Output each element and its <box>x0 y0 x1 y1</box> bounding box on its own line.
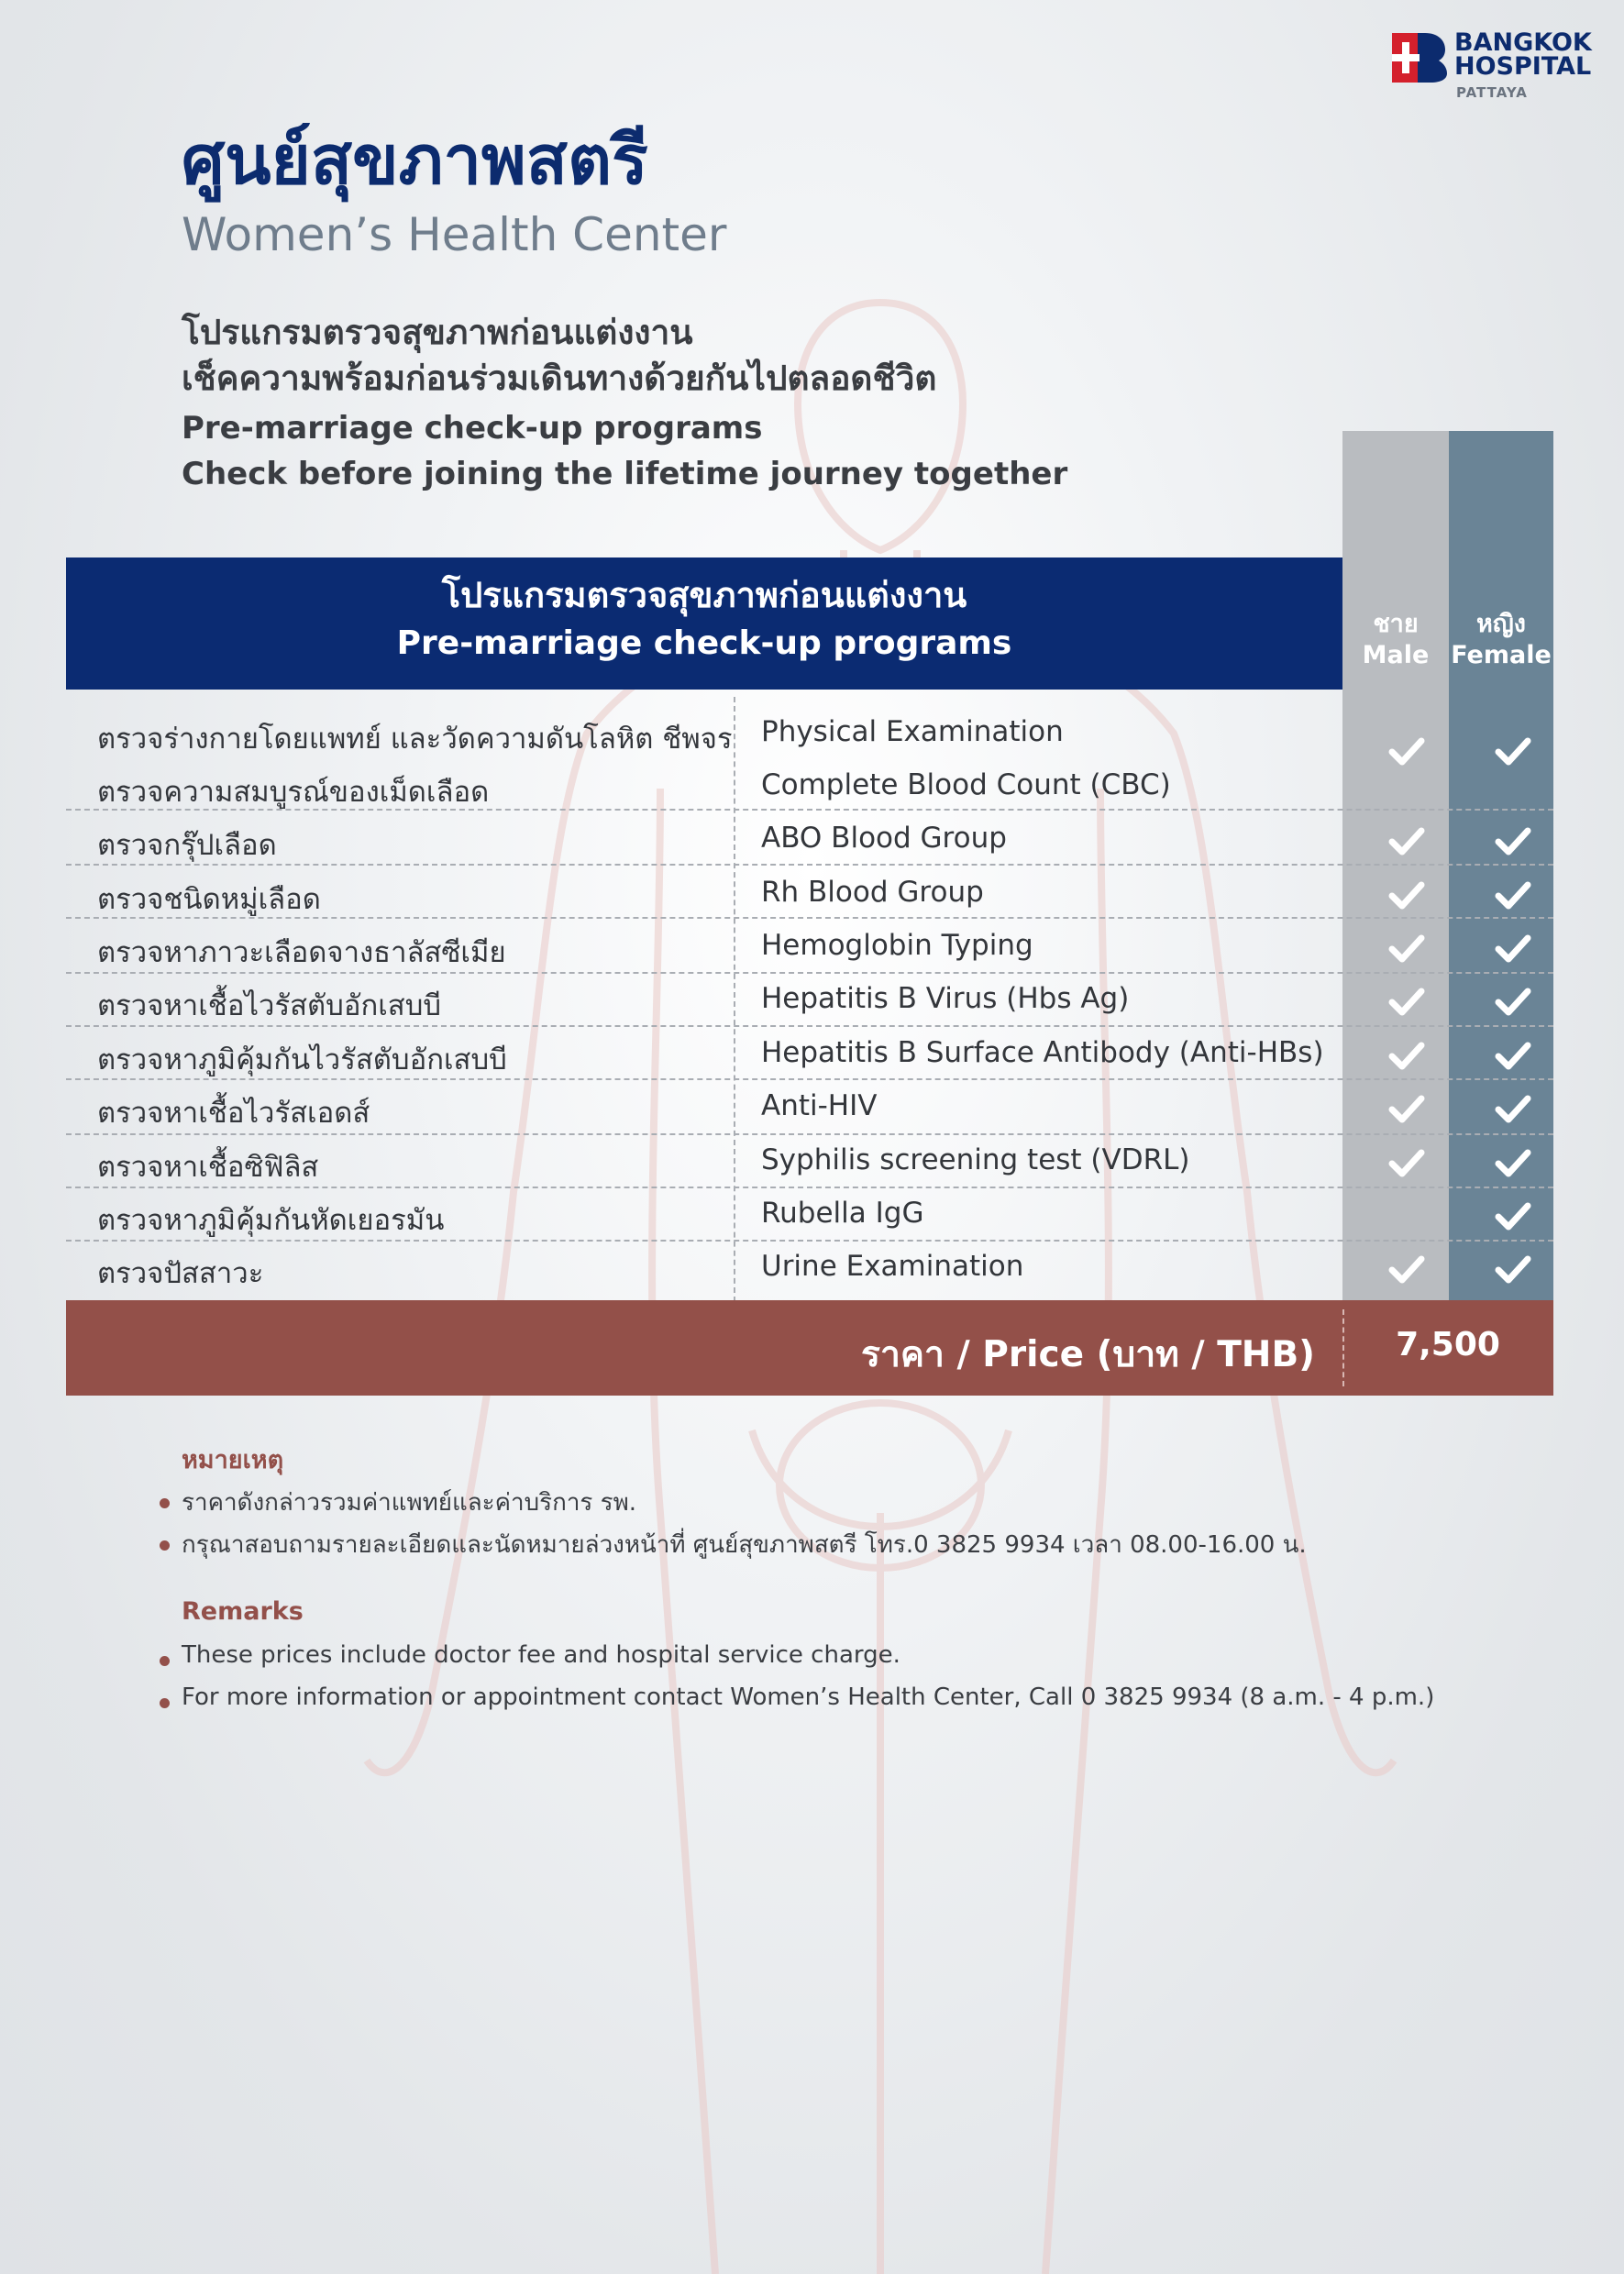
table-row <box>66 715 1553 757</box>
price-label: ราคา / Price (บาท / THB) <box>861 1334 1315 1375</box>
logo-subtitle: PATTAYA <box>1456 84 1528 101</box>
check-icon-male <box>1388 735 1425 770</box>
row-separator <box>66 1078 1553 1080</box>
check-icon-female <box>1495 1040 1531 1075</box>
check-icon-female <box>1495 1093 1531 1128</box>
check-icon-female <box>1495 825 1531 860</box>
check-icon-female <box>1495 1147 1531 1182</box>
row-separator <box>66 864 1553 866</box>
row-label-english: Urine Examination <box>761 1250 1024 1283</box>
row-label-english: Complete Blood Count (CBC) <box>761 768 1171 801</box>
bullet-icon <box>160 1656 170 1666</box>
logo-line-2: HOSPITAL <box>1454 52 1592 81</box>
subtitle-english-1: Pre-marriage check-up programs <box>182 410 763 447</box>
row-label-english: Hemoglobin Typing <box>761 929 1033 962</box>
row-label-english: Hepatitis B Virus (Hbs Ag) <box>761 982 1130 1015</box>
row-separator <box>66 1133 1553 1135</box>
check-icon-female <box>1495 735 1531 770</box>
check-icon-female <box>1495 879 1531 914</box>
table-row <box>66 822 1553 864</box>
check-icon-male <box>1388 825 1425 860</box>
price-value: 7,500 <box>1396 1326 1500 1363</box>
row-separator <box>66 1187 1553 1188</box>
row-separator <box>66 809 1553 811</box>
bullet-icon <box>160 1498 170 1508</box>
note-thai-1: ราคาดังกล่าวรวมค่าแพทย์และค่าบริการ รพ. <box>182 1489 637 1517</box>
check-icon-male <box>1388 1253 1425 1288</box>
check-icon-male <box>1388 879 1425 914</box>
female-column-header <box>1449 609 1553 671</box>
table-header-thai: โปรแกรมตรวจสุขภาพก่อนแต่งงาน <box>441 575 967 615</box>
row-separator <box>66 1240 1553 1242</box>
table-row <box>66 1036 1553 1078</box>
check-icon-male <box>1388 986 1425 1021</box>
check-icon-male <box>1388 933 1425 967</box>
row-label-english: Rubella IgG <box>761 1197 924 1230</box>
row-label-english: Physical Examination <box>761 715 1064 748</box>
row-label-english: Anti-HIV <box>761 1089 878 1122</box>
female-label-thai: หญิง <box>1476 610 1526 638</box>
note-thai-2: กรุณาสอบถามรายละเอียดและนัดหมายล่วงหน้าที่ ศูนย์สุขภาพสตรี โทร.0 3825 9934 เวลา 08.00-16.00 น. <box>182 1531 1307 1559</box>
subtitle-english-2: Check before joining the lifetime journey together <box>182 456 1068 492</box>
row-separator <box>66 1025 1553 1027</box>
male-label-english: Male <box>1362 641 1430 669</box>
bullet-icon <box>160 1698 170 1708</box>
row-separator <box>66 972 1553 974</box>
row-label-thai: ตรวจหาเชื้อซิฟิลิส <box>97 1151 319 1184</box>
row-label-thai: ตรวจปัสสาวะ <box>97 1257 264 1290</box>
table-row <box>66 982 1553 1024</box>
row-label-thai: ตรวจหาภาวะเลือดจางธาลัสซีเมีย <box>97 936 506 969</box>
table-row <box>66 1089 1553 1131</box>
table-header <box>66 557 1342 690</box>
page-title-english: Women’s Health Center <box>182 208 727 261</box>
check-icon-male <box>1388 1093 1425 1128</box>
logo-line-1: BANGKOK <box>1454 28 1592 57</box>
table-row <box>66 768 1553 811</box>
table-row <box>66 1197 1553 1239</box>
row-label-thai: ตรวจหาเชื้อไวรัสเอดส์ <box>97 1097 370 1130</box>
check-icon-female <box>1495 1200 1531 1235</box>
table-row <box>66 929 1553 971</box>
check-icon-male <box>1388 1040 1425 1075</box>
row-separator <box>66 917 1553 919</box>
row-label-thai: ตรวจความสมบูรณ์ของเม็ดเลือด <box>97 776 490 809</box>
table-header-english: Pre-marriage check-up programs <box>396 624 1012 662</box>
price-bar <box>66 1300 1553 1396</box>
row-label-thai: ตรวจหาภูมิคุ้มกันหัดเยอรมัน <box>97 1204 445 1237</box>
row-label-thai: ตรวจชนิดหมู่เลือด <box>97 883 321 916</box>
row-label-english: Rh Blood Group <box>761 876 984 909</box>
male-label-thai: ชาย <box>1373 610 1419 638</box>
logo-wordmark <box>1454 28 1592 81</box>
female-label-english: Female <box>1451 641 1552 669</box>
table-row <box>66 1250 1553 1292</box>
row-label-english: Hepatitis B Surface Antibody (Anti-HBs) <box>761 1036 1324 1069</box>
page-title-thai: ศูนย์สุขภาพสตรี <box>182 121 648 200</box>
row-label-thai: ตรวจหาภูมิคุ้มกันไวรัสตับอักเสบบี <box>97 1043 507 1076</box>
subtitle-thai-2: เช็คความพร้อมก่อนร่วมเดินทางด้วยกันไปตลอดชีวิต <box>182 359 937 398</box>
notes-heading-thai: หมายเหตุ <box>182 1446 284 1474</box>
row-label-thai: ตรวจกรุ๊ปเลือด <box>97 829 277 862</box>
notes-heading-english: Remarks <box>182 1597 304 1626</box>
row-label-thai: ตรวจร่างกายโดยแพทย์ และวัดความดันโลหิต ชีพจร <box>97 723 733 756</box>
row-label-english: ABO Blood Group <box>761 822 1007 855</box>
check-icon-female <box>1495 933 1531 967</box>
note-english-2: For more information or appointment contact Women’s Health Center, Call 0 3825 9934 (8 a.m. - 4 p.m.) <box>182 1683 1435 1711</box>
table-row <box>66 1143 1553 1186</box>
check-icon-male <box>1388 1147 1425 1182</box>
bullet-icon <box>160 1540 170 1551</box>
row-label-thai: ตรวจหาเชื้อไวรัสตับอักเสบบี <box>97 989 442 1022</box>
table-row <box>66 876 1553 918</box>
subtitle-thai-1: โปรแกรมตรวจสุขภาพก่อนแต่งงาน <box>182 313 693 352</box>
row-label-english: Syphilis screening test (VDRL) <box>761 1143 1190 1176</box>
check-icon-female <box>1495 1253 1531 1288</box>
note-english-1: These prices include doctor fee and hospital service charge. <box>182 1641 900 1669</box>
check-icon-female <box>1495 986 1531 1021</box>
bangkok-hospital-logo <box>1392 28 1603 105</box>
male-column-header <box>1342 609 1449 671</box>
hospital-cross-icon <box>1392 33 1447 83</box>
